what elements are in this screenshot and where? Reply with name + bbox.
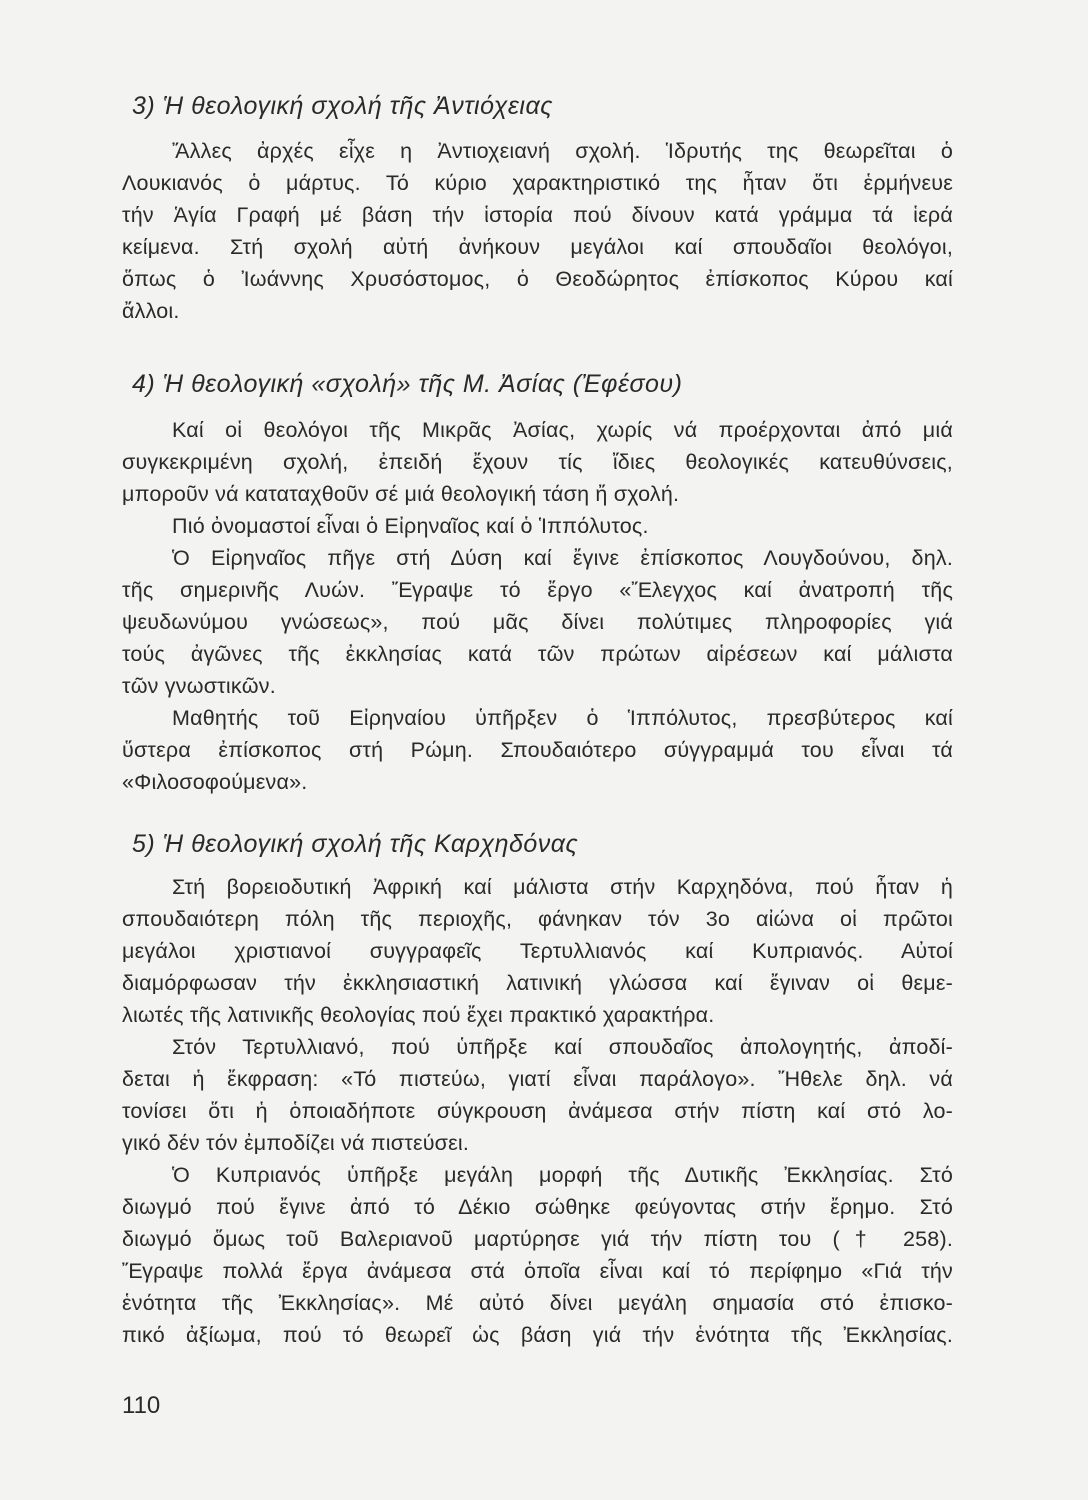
text-line: Ἔγραψε πολλά ἔργα ἀνάμεσα στά ὁποῖα εἶναι καί τό περίφημο «Γιά τήν	[122, 1259, 953, 1283]
text-line: Ὁ Εἰρηναῖος πῆγε στή Δύση καί ἔγινε ἐπίσκοπος Λουγδούνου, δηλ.	[172, 546, 953, 570]
text-line: Ἄλλες ἀρχές εἶχε η Ἀντιοχειανή σχολή. Ἱδρυτής της θεωρεῖται ὁ	[172, 139, 953, 163]
text-line: λιωτές τῆς λατινικῆς θεολογίας πού ἔχει πρακτικό χαρακτήρα.	[122, 1003, 715, 1027]
text-line: σπουδαιότερη πόλη τῆς περιοχῆς, φάνηκαν τόν 3ο αἰώνα οἱ πρῶτοι	[122, 907, 953, 931]
section-heading-antioch: 3) Ἡ θεολογική σχολή τῆς Ἀντιόχειας	[132, 92, 553, 120]
text-line: Λουκιανός ὁ μάρτυς. Τό κύριο χαρακτηριστικό της ἦταν ὅτι ἑρμήνευε	[122, 171, 953, 195]
text-line: τῶν γνωστικῶν.	[122, 674, 276, 698]
text-line: τονίσει ὅτι ἡ ὁποιαδήποτε σύγκρουση ἀνάμεσα στήν πίστη καί στό λο-	[122, 1099, 953, 1123]
text-line: ὅπως ὁ Ἰωάννης Χρυσόστομος, ὁ Θεοδώρητος ἐπίσκοπος Κύρου καί	[122, 267, 953, 291]
text-line: πικό ἀξίωμα, πού τό θεωρεῖ ὡς βάση γιά τήν ἑνότητα τῆς Ἐκκλησίας.	[122, 1323, 953, 1347]
text-line: τῆς σημερινῆς Λυών. Ἔγραψε τό ἔργο «Ἔλεγχος καί ἀνατροπή τῆς	[122, 578, 953, 602]
text-line: μεγάλοι χριστιανοί συγγραφεῖς Τερτυλλιανός καί Κυπριανός. Αὐτοί	[122, 939, 953, 963]
section-heading-asia-minor: 4) Ἡ θεολογική «σχολή» τῆς Μ. Ἀσίας (Ἐφέσου)	[132, 370, 683, 398]
text-line: Στή βορειοδυτική Ἀφρική καί μάλιστα στήν Καρχηδόνα, πού ἦταν ἡ	[172, 875, 953, 899]
text-line: Ὁ Κυπριανός ὑπῆρξε μεγάλη μορφή τῆς Δυτικῆς Ἐκκλησίας. Στό	[172, 1163, 953, 1187]
section-heading-carthage: 5) Ἡ θεολογική σχολή τῆς Καρχηδόνας	[132, 830, 579, 858]
text-line: ψευδωνύμου γνώσεως», πού μᾶς δίνει πολύτιμες πληροφορίες γιά	[122, 610, 953, 634]
text-line: ὕστερα ἐπίσκοπος στή Ρώμη. Σπουδαιότερο σύγγραμμά του εἶναι τά	[122, 738, 953, 762]
text-line: Στόν Τερτυλλιανό, πού ὑπῆρξε καί σπουδαῖος ἀπολογητής, ἀποδί-	[172, 1035, 953, 1059]
page-number: 110	[122, 1392, 161, 1419]
text-line: μποροῦν νά καταταχθοῦν σέ μιά θεολογική τάση ἤ σχολή.	[122, 482, 680, 506]
text-line: Πιό ὀνομαστοί εἶναι ὁ Εἰρηναῖος καί ὁ Ἱππόλυτος.	[172, 514, 649, 538]
text-line: διωγμό πού ἔγινε ἀπό τό Δέκιο σώθηκε φεύγοντας στήν ἔρημο. Στό	[122, 1195, 953, 1219]
text-line: Καί οἱ θεολόγοι τῆς Μικρᾶς Ἀσίας, χωρίς νά προέρχονται ἀπό μιά	[172, 418, 953, 442]
text-line: δεται ἡ ἔκφραση: «Τό πιστεύω, γιατί εἶναι παράλογο». Ἤθελε δηλ. νά	[122, 1067, 953, 1091]
text-line: Μαθητής τοῦ Εἰρηναίου ὑπῆρξεν ὁ Ἱππόλυτος, πρεσβύτερος καί	[172, 706, 953, 730]
text-line: ἄλλοι.	[122, 299, 180, 323]
text-line: διωγμό ὅμως τοῦ Βαλεριανοῦ μαρτύρησε γιά τήν πίστη του († 258).	[122, 1227, 953, 1251]
text-line: ἑνότητα τῆς Ἐκκλησίας». Μέ αὐτό δίνει μεγάλη σημασία στό ἐπισκο-	[122, 1291, 953, 1315]
text-line: γικό δέν τόν ἐμποδίζει νά πιστεύσει.	[122, 1131, 470, 1155]
text-line: συγκεκριμένη σχολή, ἐπειδή ἔχουν τίς ἴδιες θεολογικές κατευθύνσεις,	[122, 450, 953, 474]
text-line: διαμόρφωσαν τήν ἐκκλησιαστική λατινική γλώσσα καί ἔγιναν οἱ θεμε-	[122, 971, 953, 995]
text-line: «Φιλοσοφούμενα».	[122, 770, 308, 794]
text-line: κείμενα. Στή σχολή αὐτή ἀνήκουν μεγάλοι καί σπουδαῖοι θεολόγοι,	[122, 235, 953, 259]
text-line: τήν Ἁγία Γραφή μέ βάση τήν ἱστορία πού δίνουν κατά γράμμα τά ἱερά	[122, 203, 953, 227]
text-line: τούς ἀγῶνες τῆς ἐκκλησίας κατά τῶν πρώτων αἱρέσεων καί μάλιστα	[122, 642, 953, 666]
